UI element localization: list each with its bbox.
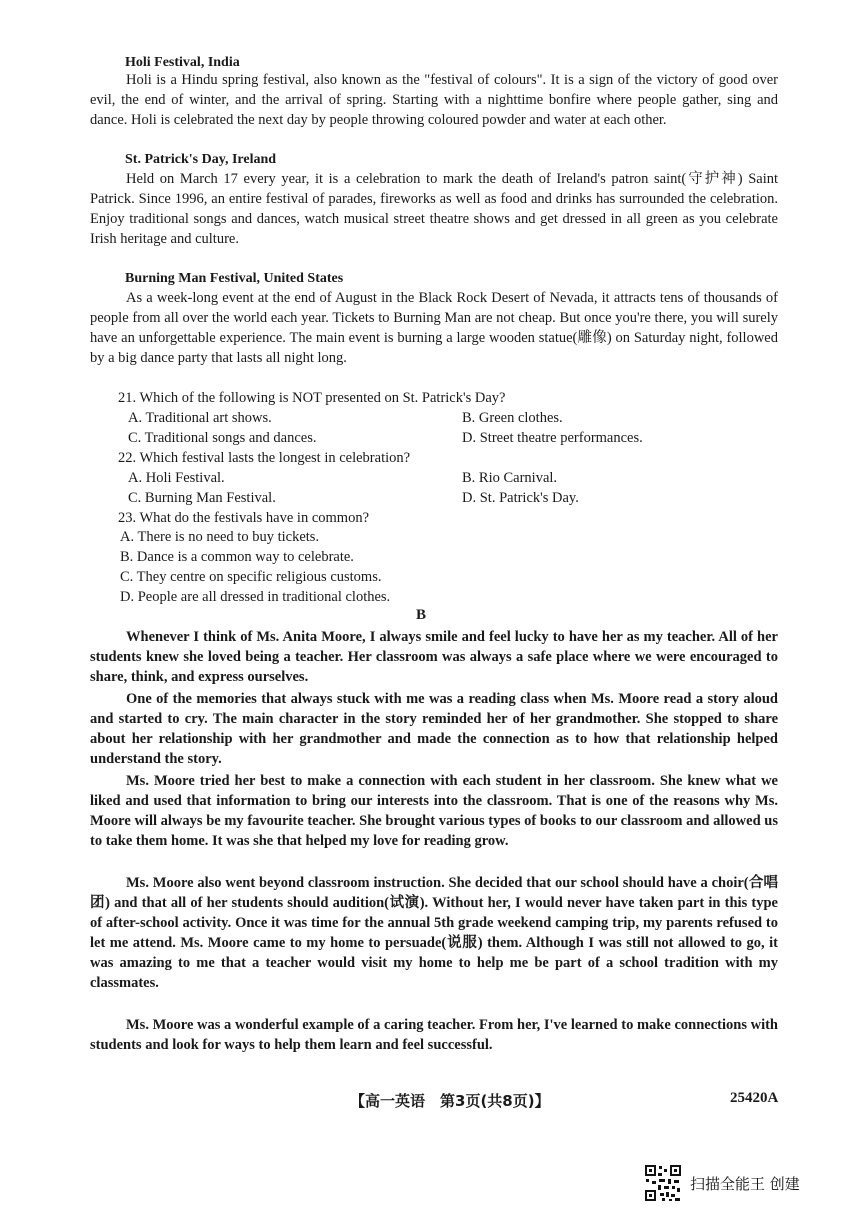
page-footer-title: 【高一英语 第3页(共8页)】 [350, 1092, 550, 1110]
q21-option-b[interactable]: B. Green clothes. [462, 410, 563, 426]
q21-option-d[interactable]: D. Street theatre performances. [462, 430, 643, 446]
passage-b-paragraph-2: One of the memories that always stuck with me was a reading class when Ms. Moore read a story aloud and started to cry. The main character in the story reminded her of her grandmother. She stopped to share about her relationship with her grandmother and made the connection as to how that relationship helped understand the story. [90, 691, 778, 767]
qr-code-icon [644, 1164, 682, 1202]
q22-option-c[interactable]: C. Burning Man Festival. [128, 490, 276, 506]
holi-heading: Holi Festival, India [125, 55, 240, 70]
patrick-heading: St. Patrick's Day, Ireland [125, 152, 277, 167]
q22-option-b[interactable]: B. Rio Carnival. [462, 470, 558, 486]
q22-option-d[interactable]: D. St. Patrick's Day. [462, 490, 579, 506]
q23-option-c[interactable]: C. They centre on specific religious customs. [120, 569, 382, 585]
patrick-paragraph: Held on March 17 every year, it is a celebration to mark the death of Ireland's patron saint(守护神) Saint Patrick. Since 1996, an entire festival of parades, fireworks as well as food and drinks has surrounded the celebration. Enjoy traditional songs and dances, watch musical street theatre shows and get dressed in all green as you celebrate Irish heritage and culture. [90, 171, 778, 247]
q22-option-a[interactable]: A. Holi Festival. [128, 470, 225, 486]
passage-b-paragraph-4: Ms. Moore also went beyond classroom instruction. She decided that our school should have a choir(合唱团) and that all of her students should audition(试演). Without her, I would never have taken part in this type of after-school activity. Once it was time for the annual 5th grade weekend camping trip, my parents refused to let me attend. Ms. Moore came to my home to persuade(说服) them. Although I was still not allowed to go, it was amazing to me that a teacher would visit my home to help me be part of a school tradition with my classmates. [90, 875, 778, 991]
passage-b-paragraph-1: Whenever I think of Ms. Anita Moore, I always smile and feel lucky to have her as my teacher. All of her students knew she loved being a teacher. Her classroom was always a safe place where we were encouraged to share, think, and express ourselves. [90, 629, 778, 685]
question-22-stem: 22. Which festival lasts the longest in celebration? [118, 450, 411, 466]
q23-option-a[interactable]: A. There is no need to buy tickets. [120, 529, 320, 545]
question-23-stem: 23. What do the festivals have in common? [118, 510, 370, 526]
passage-b-paragraph-5: Ms. Moore was a wonderful example of a caring teacher. From her, I've learned to make connections with students and look for ways to help them learn and feel successful. [90, 1017, 778, 1053]
question-21-stem: 21. Which of the following is NOT presented on St. Patrick's Day? [118, 390, 506, 406]
section-b-label: B [416, 607, 427, 623]
burning-heading: Burning Man Festival, United States [125, 271, 344, 286]
passage-b-paragraph-3: Ms. Moore tried her best to make a connection with each student in her classroom. She knew what we liked and used that information to bring our interests into the classroom. That is one of the reasons why Ms. Moore will always be my favourite teacher. She brought various types of books to our classroom and allowed us to take them home. It was she that helped my love for reading grow. [90, 773, 778, 849]
scanner-watermark-text: 扫描全能王 创建 [690, 1175, 800, 1193]
holi-paragraph: Holi is a Hindu spring festival, also known as the "festival of colours". It is a sign of the victory of good over evil, the end of winter, and the arrival of spring. Starting with a nighttime bonfire where people gather, sing and dance. Holi is celebrated the next day by people throwing coloured powder and water at each other. [90, 72, 778, 128]
q23-option-d[interactable]: D. People are all dressed in traditional clothes. [120, 589, 391, 605]
q21-option-a[interactable]: A. Traditional art shows. [128, 410, 272, 426]
q21-option-c[interactable]: C. Traditional songs and dances. [128, 430, 317, 446]
q23-option-b[interactable]: B. Dance is a common way to celebrate. [120, 549, 354, 565]
page-footer-code: 25420A [730, 1090, 779, 1106]
burning-paragraph: As a week-long event at the end of August in the Black Rock Desert of Nevada, it attracts tens of thousands of people from all over the world each year. Tickets to Burning Man are not cheap. But once you're there, you will surely have an unforgettable experience. The main event is burning a large wooden statue(雕像) on Saturday night, followed by a big dance party that lasts all night long. [90, 290, 778, 366]
